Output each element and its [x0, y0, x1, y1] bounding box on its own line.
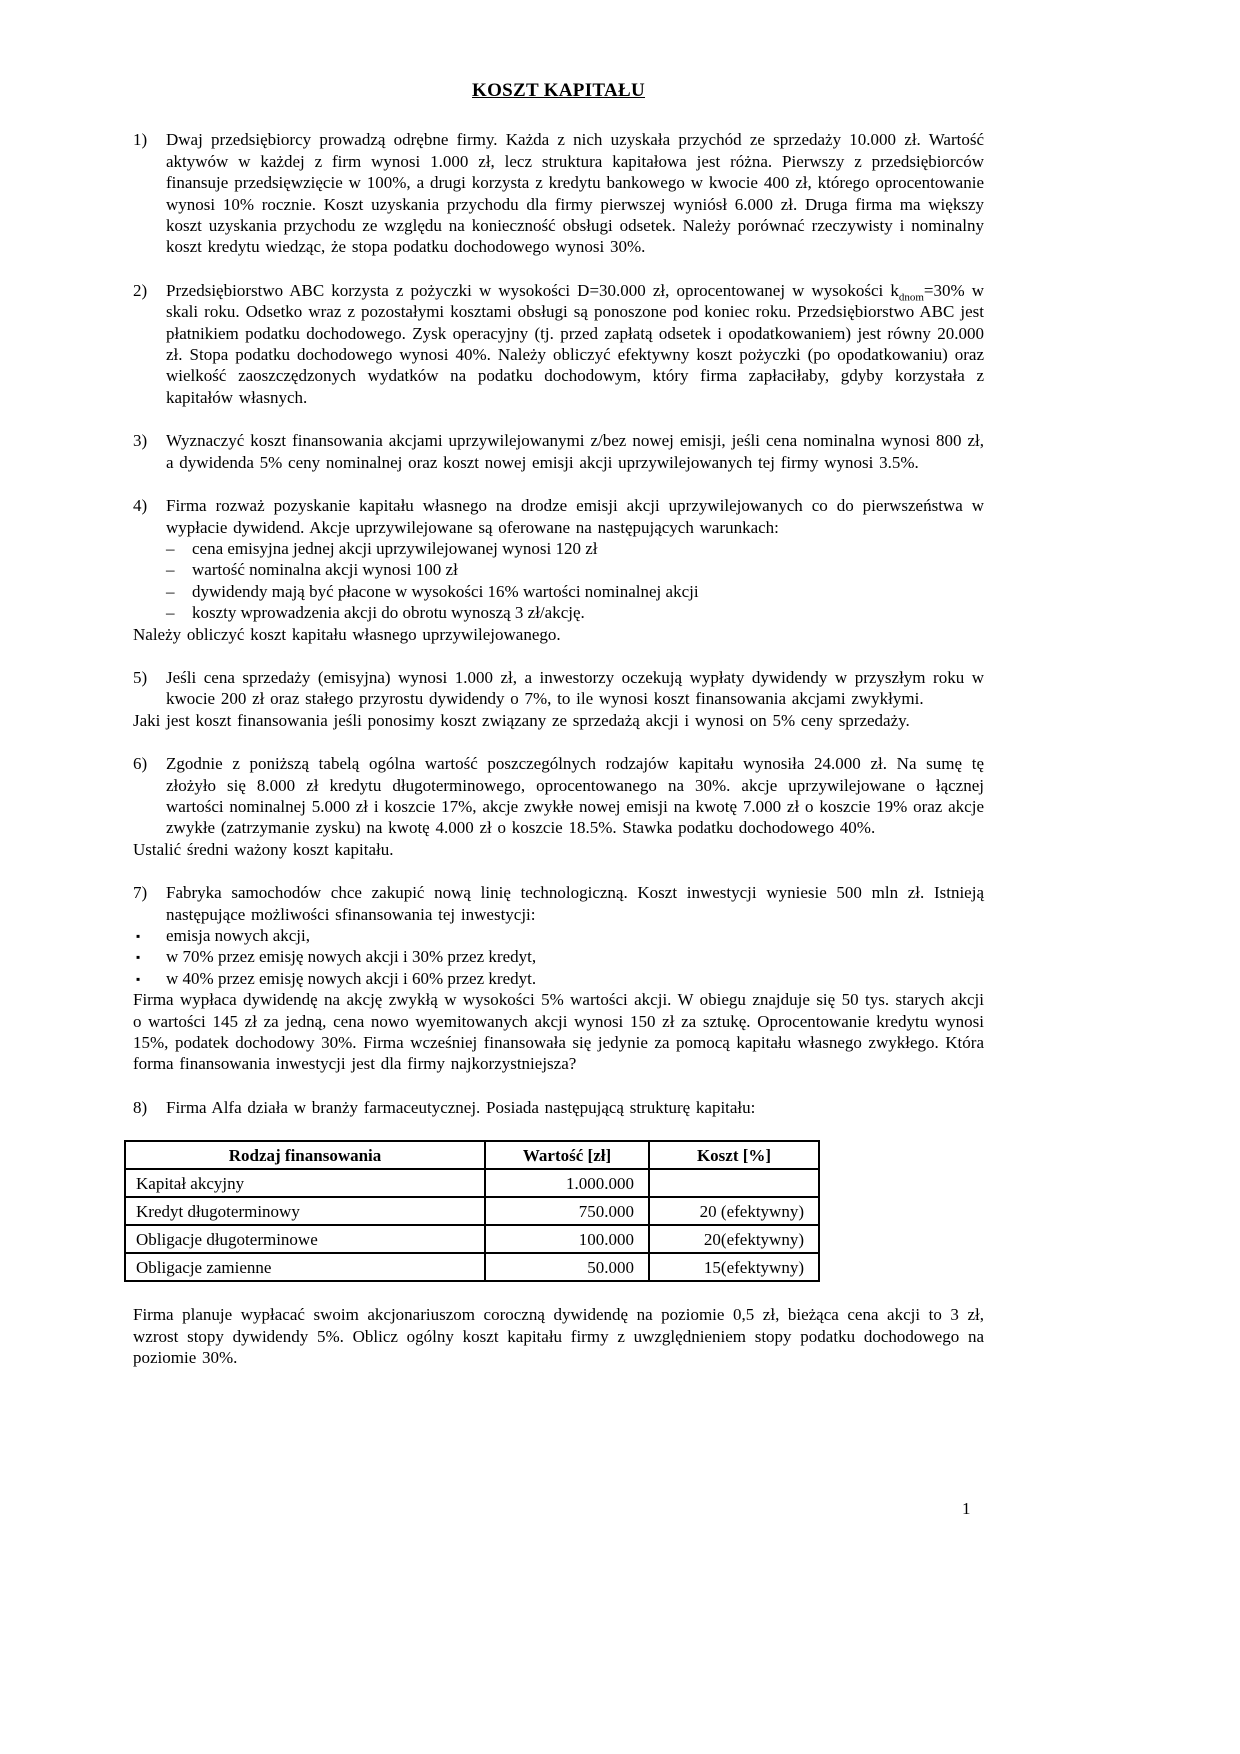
problem-7-bullet-2 — [133, 946, 984, 967]
capital-structure-table — [124, 1140, 820, 1282]
dash-bullet-icon: – — [166, 538, 175, 558]
problem-4-bullet-3-text: dywidendy mają być płacone w wysokości 16% wartości nominalnej akcji — [192, 581, 699, 601]
table-cell-name: Obligacje zamienne — [125, 1253, 485, 1281]
table-header-rodzaj-finansowania: Rodzaj finansowania — [125, 1141, 485, 1169]
dash-bullet-icon: – — [166, 603, 175, 623]
problem-4-bullet-1 — [166, 538, 984, 559]
problem-4 — [133, 495, 984, 645]
problem-7-number: 7) — [133, 883, 148, 903]
closing-paragraph: Firma planuje wypłacać swoim akcjonariuszom coroczną dywidendę na poziomie 0,5 zł, bieżąca cena akcji to 3 zł, wzrost stopy dywidendy 5%. Oblicz ogólny koszt kapitału firmy z uwzględnieniem stopy podatku dochodowego na poziomie 30%. — [133, 1305, 984, 1368]
problem-8-number: 8) — [133, 1097, 148, 1117]
problem-7-bullet-3 — [133, 968, 984, 989]
problem-6-body — [133, 753, 984, 839]
problem-5-body — [133, 667, 984, 710]
problem-7-body — [133, 882, 984, 925]
problem-2-text-before-subscript: Przedsiębiorstwo ABC korzysta z pożyczki w wysokości D=30.000 zł, oprocentowanej w wysokości k — [166, 280, 899, 300]
problem-7-outro: Firma wypłaca dywidendę na akcję zwykłą w wysokości 5% wartości akcji. W obiegu znajduje się 50 tys. starych akcji o wartości 145 zł za jedną, cena nowo wyemitowanych akcji wynosi 150 zł za sztukę. Oprocentowanie kredytu wynosi 15%, podatek dochodowy 30%. Firma wcześniej finansowała się jedynie za pomocą kapitału własnego zwykłego. Która forma finansowania inwestycji jest dla firmy najkorzystniejsza? — [133, 990, 984, 1074]
problem-2-subscript: dnom — [898, 291, 924, 304]
problem-4-bullet-3 — [166, 581, 984, 602]
problem-8-text: Firma Alfa działa w branży farmaceutycznej. Posiada następującą strukturę kapitału: — [166, 1097, 756, 1117]
problem-5-number: 5) — [133, 667, 148, 687]
dash-bullet-icon: – — [166, 560, 175, 580]
page-title: KOSZT KAPITAŁU — [472, 80, 645, 101]
table-header-wartosc: Wartość [zł] — [485, 1141, 649, 1169]
problem-4-number: 4) — [133, 496, 148, 516]
problem-7-bullet-1 — [133, 925, 984, 946]
table-row — [125, 1225, 819, 1253]
problem-2 — [133, 280, 984, 408]
table-row — [125, 1197, 819, 1225]
problem-4-body — [133, 495, 984, 623]
problem-6-text: Zgodnie z poniższą tabelą ogólna wartość poszczególnych rodzajów kapitału wynosiła 24.000 zł. Na sumę tę złożyło się 8.000 zł kredytu długoterminowego, oprocentowanego na 30%. akcje uprzywilejowane o łącznej wartości nominalnej 5.000 zł i koszcie 17%, akcje zwykłe nowej emisji na kwotę 7.000 zł o koszcie 19% oraz akcje zwykłe (zatrzymanie zysku) na kwotę 4.000 zł o koszcie 18.5%. Stawka podatku dochodowego 40%. — [166, 754, 984, 838]
problem-2-text-after-subscript: =30% w skali roku. Odsetko wraz z pozostałymi kosztami obsługi są ponoszone pod koniec roku. Przedsiębiorstwo ABC jest płatnikiem podatku dochodowego. Zysk operacyjny (tj. przed zapłatą odsetek i opodatkowaniem) jest równy 20.000 zł. Stopa podatku dochodowego wynosi 40%. Należy obliczyć efektywny koszt pożyczki (po opodatkowaniu) oraz wielkość zaoszczędzonych wydatków na podatku dochodowym, który firma zapłaciłaby, gdyby korzystała z kapitałów własnych. — [166, 280, 984, 407]
table-cell-name: Obligacje długoterminowe — [125, 1225, 485, 1253]
problem-4-bullet-4 — [166, 602, 984, 623]
problem-7 — [133, 882, 984, 1075]
square-bullet-icon: ▪ — [136, 929, 141, 943]
table-cell-name: Kapitał akcyjny — [125, 1169, 485, 1197]
problem-8 — [133, 1097, 984, 1118]
dash-bullet-icon: – — [166, 581, 175, 601]
problem-6-number: 6) — [133, 754, 148, 774]
problem-7-bullet-2-text: w 70% przez emisję nowych akcji i 30% przez kredyt, — [166, 947, 537, 967]
problem-3-number: 3) — [133, 431, 148, 451]
problem-1-text: Dwaj przedsiębiorcy prowadzą odrębne firmy. Każda z nich uzyskała przychód ze sprzedaży 10.000 zł. Wartość aktywów w każdej z firm wynosi 1.000 zł, lecz struktura kapitałowa jest różna. Pierwszy z przedsiębiorców finansuje przedsięwzięcie w 100%, a drugi korzysta z kredytu bankowego w kwocie 400 zł, którego oprocentowanie wynosi 10% rocznie. Koszt uzyskania przychodu dla firmy pierwszej wyniósł 6.000 zł. Druga firma ma większy koszt uzyskania przychodu ze względu na konieczność obsługi odsetek. Należy porównać rzeczywisty i nominalny koszt kredytu wiedząc, że stopa podatku dochodowego wynosi 30%. — [166, 130, 984, 257]
problem-1-body — [133, 129, 984, 257]
problem-4-bullet-2 — [166, 559, 984, 580]
table-cell-value: 1.000.000 — [485, 1169, 649, 1197]
problem-1-number: 1) — [133, 130, 148, 150]
problem-1 — [133, 129, 984, 257]
problem-3-body — [133, 430, 984, 473]
problem-4-bullet-2-text: wartość nominalna akcji wynosi 100 zł — [192, 560, 458, 580]
table-cell-value: 100.000 — [485, 1225, 649, 1253]
problem-7-bullet-1-text: emisja nowych akcji, — [166, 926, 310, 945]
table-cell-cost: 15(efektywny) — [649, 1253, 819, 1281]
table-cell-value: 750.000 — [485, 1197, 649, 1225]
table-cell-cost: 20(efektywny) — [649, 1225, 819, 1253]
table-cell-value: 50.000 — [485, 1253, 649, 1281]
problem-6-note: Ustalić średni ważony koszt kapitału. — [133, 839, 394, 859]
problem-5-note: Jaki jest koszt finansowania jeśli ponosimy koszt związany ze sprzedażą akcji i wynosi on 5% ceny sprzedaży. — [133, 710, 910, 730]
problem-7-intro: Fabryka samochodów chce zakupić nową linię technologiczną. Koszt inwestycji wyniesie 500 mln zł. Istnieją następujące możliwości sfinansowania tej inwestycji: — [166, 883, 984, 924]
table-header-koszt: Koszt [%] — [649, 1141, 819, 1169]
problem-4-bullet-4-text: koszty wprowadzenia akcji do obrotu wynoszą 3 zł/akcję. — [192, 603, 585, 623]
problem-4-intro: Firma rozważ pozyskanie kapitału własnego na drodze emisji akcji uprzywilejowanych co do pierwszeństwa w wypłacie dywidend. Akcje uprzywilejowane są oferowane na następujących warunkach: — [166, 496, 984, 537]
problem-5 — [133, 667, 984, 731]
page-number: 1 — [962, 1499, 971, 1518]
problem-3-text: Wyznaczyć koszt finansowania akcjami uprzywilejowanymi z/bez nowej emisji, jeśli cena nominalna wynosi 800 zł, a dywidenda 5% ceny nominalnej oraz koszt nowej emisji akcji uprzywilejowanych tej firmy wynosi 3.5%. — [166, 431, 984, 472]
problem-4-note: Należy obliczyć koszt kapitału własnego uprzywilejowanego. — [133, 624, 561, 644]
table-cell-name: Kredyt długoterminowy — [125, 1197, 485, 1225]
table-row — [125, 1169, 819, 1197]
problem-3 — [133, 430, 984, 473]
problem-7-bullet-3-text: w 40% przez emisję nowych akcji i 60% przez kredyt. — [166, 968, 537, 988]
table-row — [125, 1253, 819, 1281]
table-header-row — [125, 1141, 819, 1169]
problem-5-text: Jeśli cena sprzedaży (emisyjna) wynosi 1.000 zł, a inwestorzy oczekują wypłaty dywidendy w przyszłym roku w kwocie 200 zł oraz stałego przyrostu dywidendy o 7%, to ile wynosi koszt finansowania akcjami zwykłymi. — [166, 667, 984, 709]
square-bullet-icon: ▪ — [136, 950, 141, 965]
table-cell-cost: 20 (efektywny) — [649, 1197, 819, 1225]
problem-8-body — [133, 1097, 984, 1118]
problem-2-body — [133, 280, 984, 408]
problem-6 — [133, 753, 984, 860]
problem-4-bullet-1-text: cena emisyjna jednej akcji uprzywilejowanej wynosi 120 zł — [192, 538, 598, 558]
table-cell-cost — [649, 1169, 819, 1197]
problem-2-number: 2) — [133, 280, 148, 300]
square-bullet-icon: ▪ — [136, 971, 141, 986]
